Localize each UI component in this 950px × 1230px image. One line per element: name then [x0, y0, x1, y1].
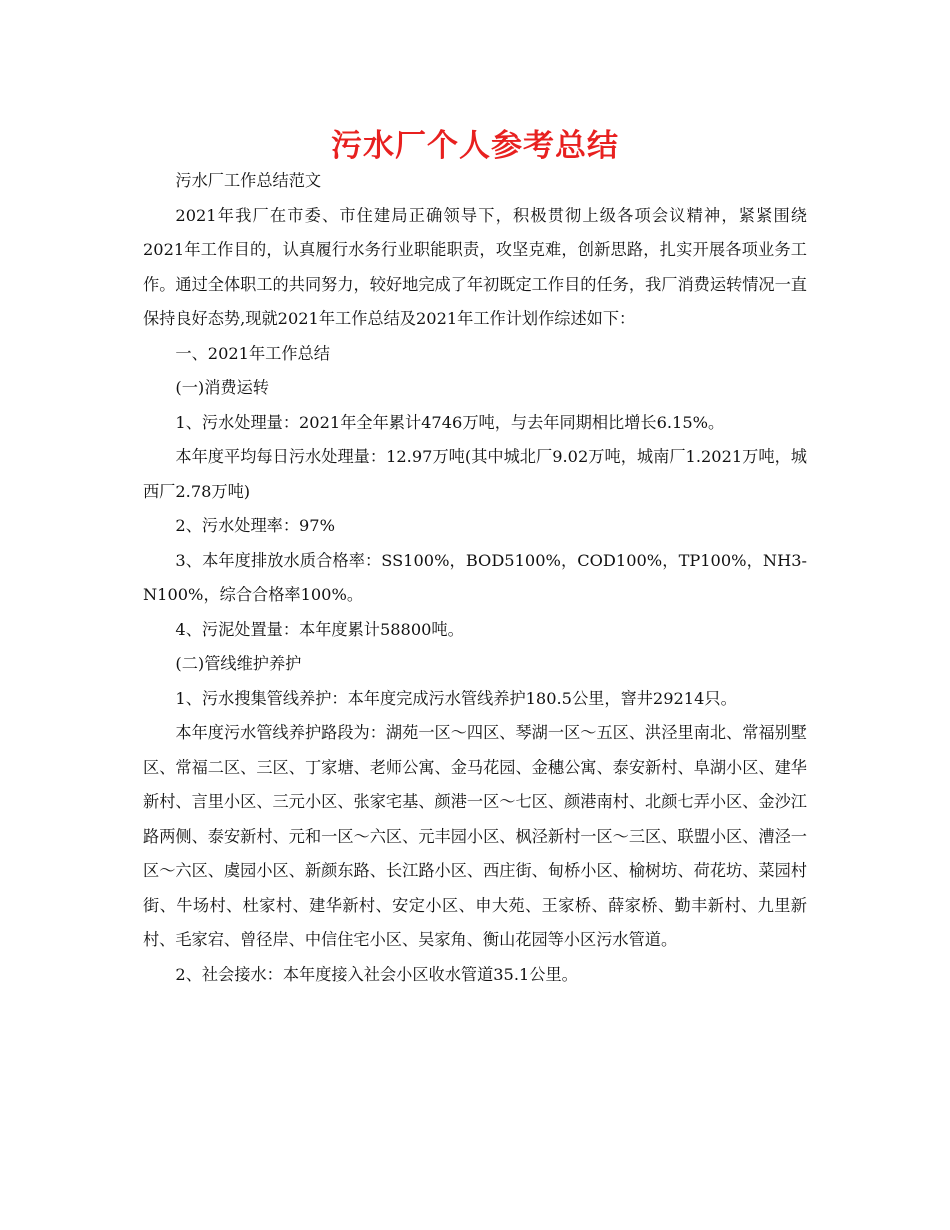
document-body [143, 164, 807, 992]
paragraph-item: 2、社会接水：本年度接入社会小区收水管道35.1公里。 [175, 964, 578, 984]
subsection-heading-1: (一)消费运转 [175, 378, 269, 397]
paragraph-item: 本年度平均每日污水处理量：12.97万吨(其中城北厂9.02万吨，城南厂1.2021万吨，城西厂2.78万吨) [143, 447, 807, 501]
paragraph-item: 3、本年度排放水质合格率：SS100%，BOD5100%，COD100%，TP100%，NH3-N100%，综合合格率100%。 [143, 550, 807, 604]
paragraph-item: 1、污水搜集管线养护：本年度完成污水管线养护180.5公里，窨井29214只。 [175, 688, 737, 708]
paragraph-intro: 2021年我厂在市委、市住建局正确领导下，积极贯彻上级各项会议精神，紧紧围绕2021年工作目的，认真履行水务行业职能职责，攻坚克难，创新思路，扎实开展各项业务工作。通过全体职工的共同努力，较好地完成了年初既定工作目的任务，我厂消费运转情况一直保持良好态势,现就2021年工作总结及2021年工作计划作综述如下： [143, 205, 807, 328]
paragraph-subtitle: 污水厂工作总结范文 [175, 171, 322, 190]
paragraph-item: 1、污水处理量：2021年全年累计4746万吨，与去年同期相比增长6.15%。 [175, 412, 725, 432]
section-heading-1: 一、2021年工作总结 [175, 343, 330, 363]
paragraph-item: 本年度污水管线养护路段为：湖苑一区～四区、琴湖一区～五区、洪泾里南北、常福别墅区、常福二区、三区、丁家塘、老师公寓、金马花园、金穗公寓、泰安新村、阜湖小区、建华新村、言里小区、三元小区、张家宅基、颜港一区～七区、颜港南村、北颜七弄小区、金沙江路两侧、泰安新村、元和一区～六区、元丰园小区、枫泾新村一区～三区、联盟小区、漕泾一区～六区、虞园小区、新颜东路、长江路小区、西庄街、甸桥小区、榆树坊、荷花坊、菜园村街、牛场村、杜家村、建华新村、安定小区、申大苑、王家桥、薛家桥、勤丰新村、九里新村、毛家宕、曾径岸、中信住宅小区、吴家角、衡山花园等小区污水管道。 [143, 723, 807, 949]
subsection-heading-2: (二)管线维护养护 [175, 654, 302, 673]
document-title: 污水厂个人参考总结 [331, 128, 619, 164]
paragraph-item: 2、污水处理率：97% [175, 516, 335, 535]
paragraph-item: 4、污泥处置量：本年度累计58800吨。 [175, 619, 464, 639]
